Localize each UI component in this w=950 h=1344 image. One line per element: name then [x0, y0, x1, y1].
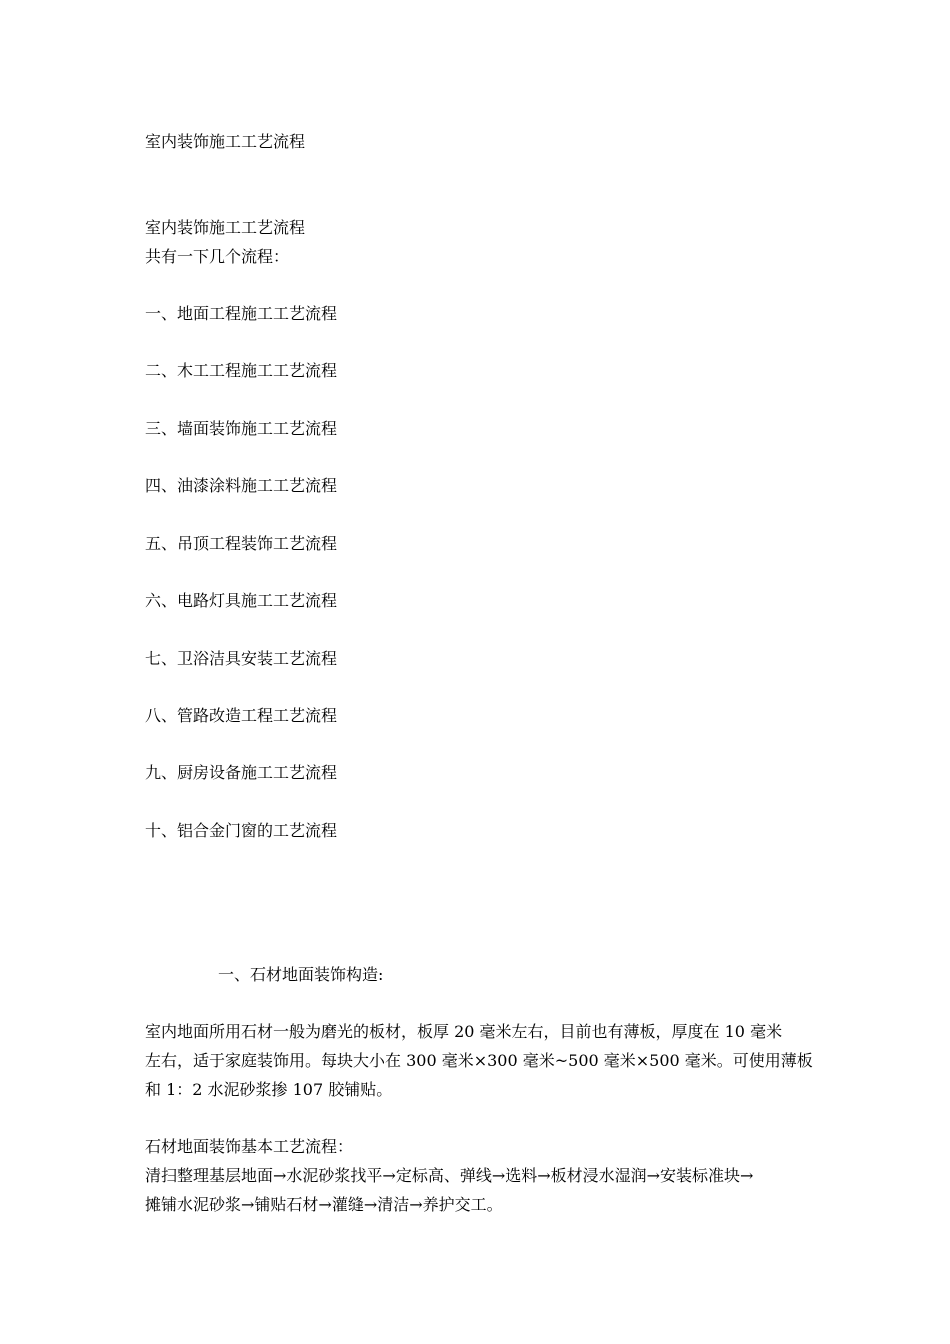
intro-lead: 共有一下几个流程：: [145, 247, 290, 266]
toc-item: 六、电路灯具施工工艺流程: [145, 591, 338, 610]
toc-item: 八、管路改造工程工艺流程: [145, 706, 338, 725]
toc-item: 九、厨房设备施工工艺流程: [145, 763, 338, 782]
toc-item: 四、油漆涂料施工工艺流程: [145, 476, 338, 495]
flow-line: 清扫整理基层地面→水泥砂浆找平→定标高、弹线→选料→板材浸水湿润→安装标准块→: [145, 1166, 754, 1185]
toc-item: 七、卫浴洁具安装工艺流程: [145, 649, 338, 668]
document-title: 室内装饰施工工艺流程: [145, 132, 306, 151]
toc-item: 一、地面工程施工工艺流程: [145, 304, 338, 323]
toc-item: 二、木工工程施工工艺流程: [145, 361, 338, 380]
body-line: 室内地面所用石材一般为磨光的板材，板厚 20 毫米左右，目前也有薄板，厚度在 10 毫米: [145, 1022, 783, 1041]
section-heading: 一、石材地面装饰构造:: [218, 965, 384, 984]
toc-item: 三、墙面装饰施工工艺流程: [145, 419, 338, 438]
intro-title: 室内装饰施工工艺流程: [145, 218, 306, 237]
flow-title: 石材地面装饰基本工艺流程：: [145, 1137, 354, 1156]
toc-item: 十、铝合金门窗的工艺流程: [145, 821, 338, 840]
toc-item: 五、吊顶工程装饰工艺流程: [145, 534, 338, 553]
body-line: 和 1：2 水泥砂浆掺 107 胶铺贴。: [145, 1080, 393, 1099]
body-line: 左右，适于家庭装饰用。每块大小在 300 毫米×300 毫米~500 毫米×500 毫米。可使用薄板: [145, 1051, 813, 1070]
flow-line: 摊铺水泥砂浆→铺贴石材→灌缝→清洁→养护交工。: [145, 1195, 503, 1214]
